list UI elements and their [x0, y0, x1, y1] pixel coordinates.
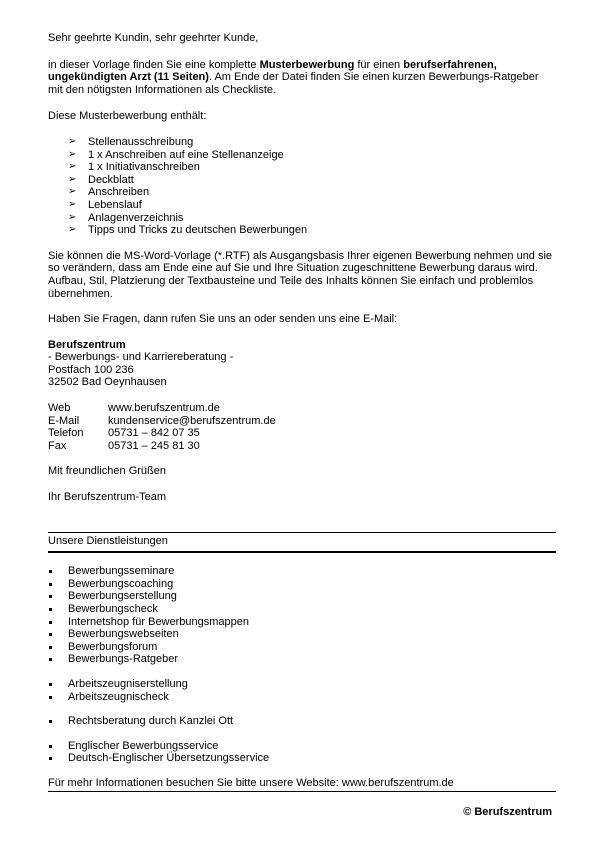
- checklist-item: [68, 136, 556, 149]
- checklist-item-label: Lebenslauf: [88, 198, 142, 211]
- contact-row-phone: [48, 427, 276, 440]
- contact-email-link[interactable]: kundenservice@berufszentrum.de: [108, 414, 276, 427]
- checklist-item: [68, 224, 556, 237]
- service-label: Bewerbungscheck: [68, 603, 158, 615]
- list-item: [48, 578, 556, 591]
- checklist-item: [68, 174, 556, 187]
- service-label: Bewerbungscoaching: [68, 577, 174, 590]
- service-label: Deutsch-Englischer Übersetzungsservice: [68, 752, 270, 765]
- intro-text-2: für einen: [354, 58, 404, 71]
- square-bullet-icon: [49, 608, 52, 611]
- checklist-item-label: Stellenausschreibung: [88, 135, 194, 148]
- checklist-item-label: Anlagenverzeichnis: [88, 211, 184, 224]
- contact-table: [48, 402, 276, 452]
- company-name: Berufszentrum: [48, 338, 126, 351]
- services-header: Unsere Dienstleistungen: [48, 532, 556, 554]
- arrow-bullet-icon: ➢: [68, 161, 77, 173]
- square-bullet-icon: [49, 570, 52, 573]
- service-label: Arbeitszeugnischeck: [68, 690, 169, 703]
- checklist-item: [68, 199, 556, 212]
- contact-fax-value: 05731 – 245 81 30: [108, 439, 200, 452]
- square-bullet-icon: [49, 633, 52, 636]
- list-item: [48, 740, 556, 753]
- square-bullet-icon: [49, 757, 52, 760]
- intro-text-1: in dieser Vorlage finden Sie eine komplette: [48, 58, 260, 71]
- square-bullet-icon: [49, 658, 52, 661]
- square-bullet-icon: [49, 583, 52, 586]
- list-item: [48, 590, 556, 603]
- arrow-bullet-icon: ➢: [68, 224, 77, 236]
- list-item: [48, 616, 556, 629]
- list-item: [48, 715, 556, 728]
- contains-label: Diese Musterbewerbung enthält:: [48, 110, 207, 123]
- square-bullet-icon: [49, 720, 52, 723]
- list-item: [48, 752, 556, 765]
- service-label: Internetshop für Bewerbungsmappen: [68, 615, 250, 628]
- arrow-bullet-icon: ➢: [68, 198, 77, 210]
- list-item: [48, 641, 556, 654]
- service-label: Englischer Bewerbungsservice: [68, 739, 219, 752]
- services-list-3: [48, 715, 556, 728]
- contact-label: E-Mail: [48, 414, 80, 427]
- contact-row-email: [48, 415, 276, 428]
- questions-paragraph: Haben Sie Fragen, dann rufen Sie uns an oder senden uns eine E-Mail:: [48, 313, 398, 326]
- list-item: [48, 678, 556, 691]
- list-item: [48, 628, 556, 641]
- contact-label: Fax: [48, 439, 67, 452]
- arrow-bullet-icon: ➢: [68, 148, 77, 160]
- checklist-item-label: Anschreiben: [88, 186, 150, 199]
- city: 32502 Bad Oeynhausen: [48, 376, 167, 389]
- checklist-item-label: 1 x Anschreiben auf eine Stellenanzeige: [88, 148, 284, 161]
- square-bullet-icon: [49, 745, 52, 748]
- service-label: Bewerbungswebseiten: [68, 628, 179, 641]
- list-item: [48, 603, 556, 616]
- contact-web-link[interactable]: www.berufszentrum.de: [108, 402, 220, 415]
- address-block: [48, 339, 556, 389]
- checklist-item: [68, 149, 556, 162]
- square-bullet-icon: [49, 621, 52, 624]
- contact-label: Telefon: [48, 427, 84, 440]
- copyright-footer: © Berufszentrum: [463, 806, 552, 818]
- postbox: Postfach 100 236: [48, 363, 134, 376]
- service-label: Rechtsberatung durch Kanzlei Ott: [68, 715, 234, 728]
- square-bullet-icon: [49, 683, 52, 686]
- contact-phone-value: 05731 – 842 07 35: [108, 427, 200, 440]
- service-label: Bewerbungsseminare: [68, 565, 175, 578]
- service-label: Arbeitszeugniserstellung: [68, 677, 188, 690]
- services-list-2: [48, 678, 556, 703]
- services-list-4: [48, 740, 556, 765]
- contact-row-fax: [48, 440, 276, 453]
- checklist-item-label: Tipps und Tricks zu deutschen Bewerbungen: [88, 224, 308, 237]
- square-bullet-icon: [49, 646, 52, 649]
- intro-paragraph: [48, 59, 556, 97]
- list-item: [48, 565, 556, 578]
- square-bullet-icon: [49, 595, 52, 598]
- service-label: Bewerbungsforum: [68, 640, 158, 653]
- checklist-item: [68, 186, 556, 199]
- checklist-item: [68, 212, 556, 225]
- checklist-item-label: 1 x Initiativanschreiben: [88, 161, 200, 174]
- checklist-item-label: Deckblatt: [88, 173, 134, 186]
- contact-row-web: [48, 402, 276, 415]
- arrow-bullet-icon: ➢: [68, 186, 77, 198]
- signature-team: Ihr Berufszentrum-Team: [48, 491, 166, 504]
- list-item: [48, 691, 556, 704]
- list-item: [48, 653, 556, 666]
- intro-text-3: . Am Ende der Datei finden Sie einen kurzen Bewerbungs-Ratgeber mit den nötigsten Informationen als Checkliste.: [48, 71, 539, 96]
- document-page: [48, 32, 556, 792]
- company-subtitle: - Bewerbungs- und Karriereberatung -: [48, 351, 234, 364]
- square-bullet-icon: [49, 696, 52, 699]
- services-list-1: [48, 565, 556, 666]
- intro-bold-2: berufserfahrenen, ungekündigten Arzt (11 Seiten): [48, 58, 497, 84]
- greeting: Sehr geehrte Kundin, sehr geehrter Kunde,: [48, 32, 259, 44]
- arrow-bullet-icon: ➢: [68, 173, 77, 185]
- usage-paragraph: Sie können die MS-Word-Vorlage (*.RTF) als Ausgangsbasis Ihrer eigenen Bewerbung nehmen und sie so verändern, dass am Ende eine auf Sie und Ihre Situation zugeschnittene Bewerbung daraus wird. Aufbau, Stil, Platzierung der Textbausteine und Teile des Inhalts können Sie einfach und problemlos übernehmen.: [48, 249, 553, 300]
- service-label: Bewerbungserstellung: [68, 590, 177, 603]
- intro-bold-1: Musterbewerbung: [259, 58, 355, 71]
- checklist: [48, 136, 556, 237]
- arrow-bullet-icon: ➢: [68, 211, 77, 223]
- arrow-bullet-icon: ➢: [68, 135, 77, 147]
- checklist-item: [68, 161, 556, 174]
- website-note: Für mehr Informationen besuchen Sie bitte unsere Website: www.berufszentrum.de: [48, 777, 556, 792]
- contact-label: Web: [48, 402, 71, 415]
- service-label: Bewerbungs-Ratgeber: [68, 653, 179, 666]
- regards: Mit freundlichen Grüßen: [48, 465, 166, 478]
